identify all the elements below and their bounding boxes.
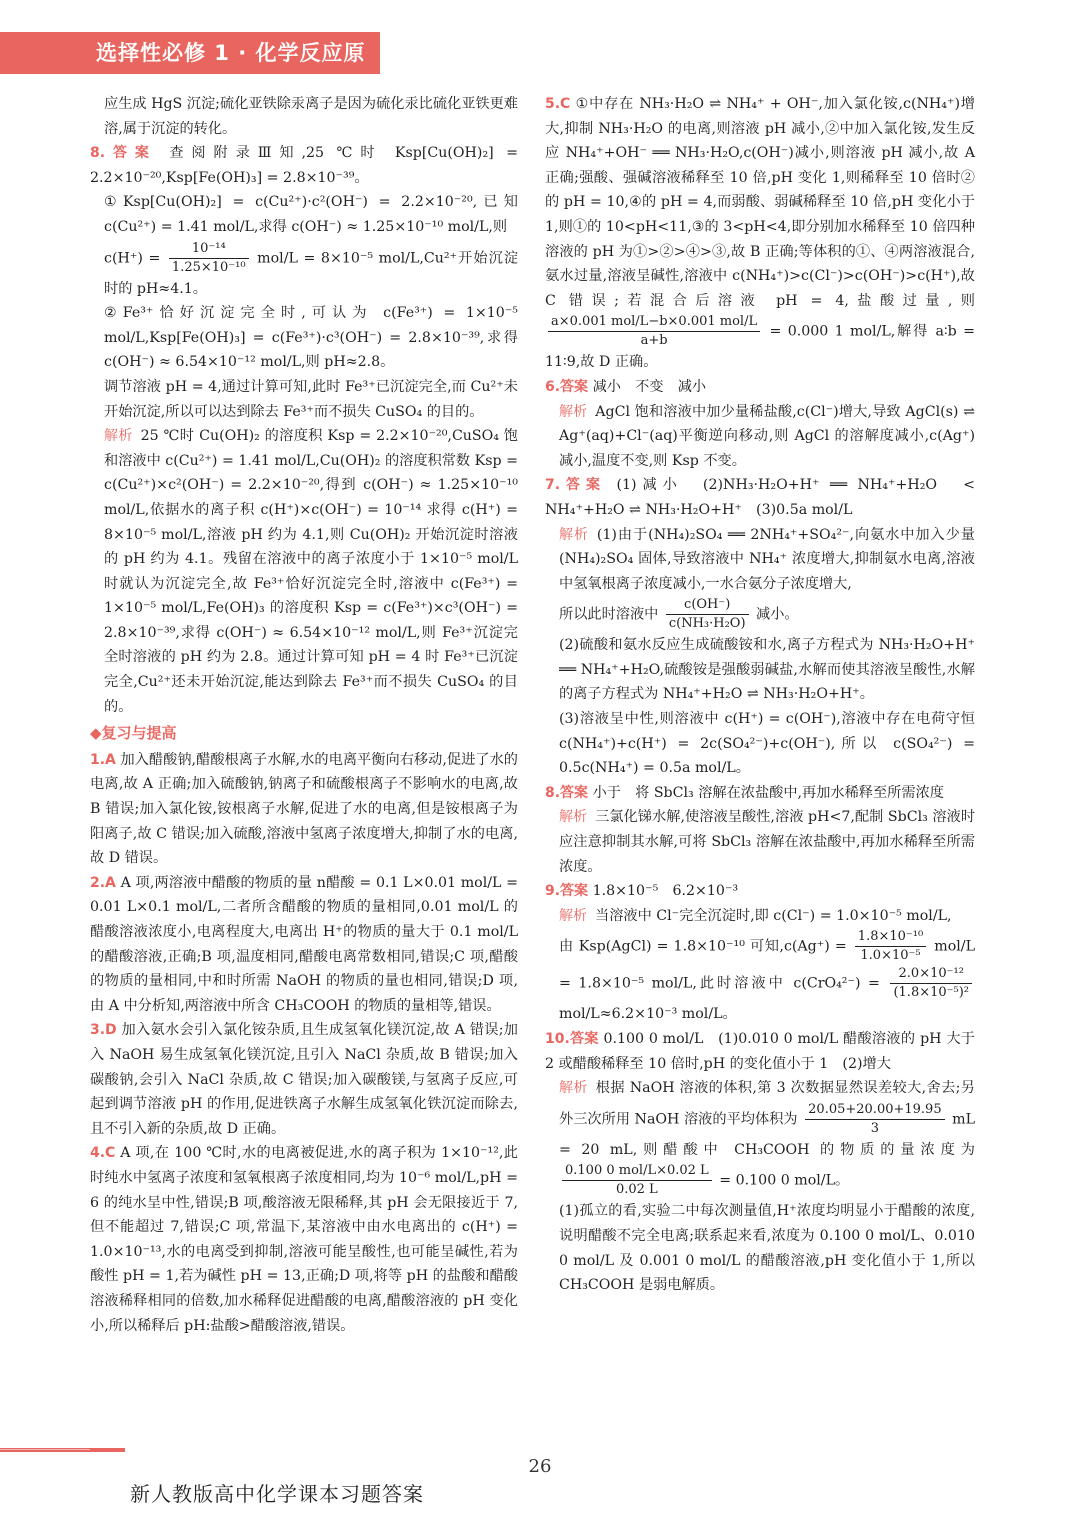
fraction-denominator: 0.02 L bbox=[615, 1182, 658, 1198]
explanation-tag: 解析 bbox=[104, 428, 133, 445]
question-1 bbox=[90, 748, 518, 871]
question-4-number: 4.C bbox=[90, 1145, 116, 1162]
chapter-banner: 选择性必修 1 · 化学反应原理 bbox=[0, 32, 380, 74]
fraction bbox=[562, 1162, 712, 1199]
question-10-ex1b: mL = 20 mL,则醋酸中 CH₃COOH 的物质的量浓度为 bbox=[559, 1111, 975, 1158]
question-10-answer: 0.100 0 mol/L (1)0.010 0 mol/L 醋酸溶液的 pH 大于 2 或醋酸稀释至 10 倍时,pH 的变化值小于 1 (2)增大 bbox=[545, 1031, 975, 1072]
question-8 bbox=[545, 781, 975, 806]
question-8-explanation-text: 三氯化锑水解,使溶液呈酸性,溶液 pH<7,配制 SbCl₃ 溶液时应注意抑制其水解,可将 SbCl₃ 溶解在浓盐酸中,再加水稀释至所需浓度。 bbox=[559, 809, 976, 875]
fraction-numerator: 2.0×10⁻¹² bbox=[890, 965, 972, 984]
fraction bbox=[666, 596, 749, 633]
question-9-explanation bbox=[545, 904, 975, 929]
fraction-denominator: (1.8×10⁻⁵)² bbox=[893, 985, 970, 1001]
explanation-tag: 解析 bbox=[559, 907, 587, 924]
explanation-tag: 解析 bbox=[559, 526, 589, 543]
fraction-denominator: c(NH₃·H₂O) bbox=[668, 616, 746, 632]
question-9-answer: 1.8×10⁻⁵ 6.2×10⁻³ bbox=[592, 883, 739, 900]
page-number: 26 bbox=[528, 1456, 552, 1477]
explanation-tag: 解析 bbox=[559, 1080, 588, 1097]
explanation-tag: 解析 bbox=[559, 809, 588, 826]
question-3-number: 3.D bbox=[90, 1022, 117, 1039]
question-1-text: 加入醋酸钠,醋酸根离子水解,水的电离平衡向右移动,促进了水的电离,故 A 正确;加入硫酸钠,钠离子和硫酸根离子不影响水的电离,故 B 错误;加入氯化铵,铵根离子水解,促进了水的电离,但是铵根离子为阳离子,故 C 错误;加入硫酸,溶液中氢离子浓度增大,抑制了水的电离,故 D 错误。 bbox=[90, 751, 518, 867]
question-8-explanation bbox=[545, 805, 975, 879]
question-7-ex1b bbox=[545, 596, 975, 633]
question-9-ex2c: mol/L≈6.2×10⁻³ mol/L。 bbox=[559, 1006, 737, 1023]
section-heading: ◆复习与提高 bbox=[90, 724, 177, 743]
question-1-number: 1.A bbox=[90, 751, 116, 768]
fraction-denominator: 1.25×10⁻¹⁰ bbox=[171, 259, 246, 275]
question-7-answer: (1)减小 (2)NH₃·H₂O+H⁺ ══ NH₄⁺+H₂O < NH₄⁺+H₂O ⇌ NH₃·H₂O+H⁺ (3)0.5a mol/L bbox=[545, 477, 990, 518]
question-8-number: 8.答案 bbox=[545, 784, 589, 801]
fraction bbox=[890, 965, 972, 1002]
right-column bbox=[545, 92, 990, 1298]
book-title: 新人教版高中化学课本习题答案 bbox=[130, 1482, 424, 1506]
question-6-answer: 减小 不变 减小 bbox=[592, 378, 707, 395]
question-9-ex2 bbox=[545, 928, 975, 1027]
question-7-explanation bbox=[545, 523, 975, 597]
fraction-numerator: c(OH⁻) bbox=[666, 596, 749, 615]
question-5-text1: ①中存在 NH₃·H₂O ⇌ NH₄⁺ + OH⁻,加入氯化铵,c(NH₄⁺)增大,抑制 NH₃·H₂O 的电离,则溶液 pH 减小,②中加入氯化铵,发生反应 NH₄⁺+OH⁻ ══ NH₃·H₂O,c(OH⁻)减小,则溶液 pH 减小,故 A 正确;强酸、强碱溶液稀释至 10 倍,pH 变化 1,则稀释至 10 倍时②的 pH = 10,④的 pH = 4,而弱酸、弱碱稀释至 10 倍,pH 变化小于 1,则①的 10<pH<11,③的 3<pH<4,即分别加水稀释至 10 倍四种溶液的 pH 为①>②>④>③,故 B 正确;等体积的①、④两溶液混合,氨水过量,溶液呈碱性,溶液中 c(NH₄⁺)>c(Cl⁻)>c(OH⁻)>c(H⁺),故 C 错误;若混合后溶液 pH = 4,盐酸过量,则 bbox=[545, 96, 975, 309]
question-9-ex1: 当溶液中 Cl⁻完全沉淀时,即 c(Cl⁻) = 1.0×10⁻⁵ mol/L, bbox=[595, 907, 952, 924]
fraction-numerator: a×0.001 mol/L−b×0.001 mol/L bbox=[548, 313, 760, 332]
fraction-numerator: 10⁻¹⁴ bbox=[169, 240, 249, 259]
answer-8-line2: ①Ksp[Cu(OH)₂] = c(Cu²⁺)·c²(OH⁻) = 2.2×10⁻²⁰,已知 c(Cu²⁺) = 1.41 mol/L,求得 c(OH⁻) ≈ 1.25×10⁻¹⁰ mol/L,则 bbox=[104, 194, 518, 235]
answer-8-number: 8.答案 bbox=[90, 145, 157, 162]
answer-8-line5: 调节溶液 pH = 4,通过计算可知,此时 Fe³⁺已沉淀完全,而 Cu²⁺未开始沉淀,所以可以达到除去 Fe³⁺而不损失 CuSO₄ 的目的。 bbox=[104, 378, 518, 420]
footer-rule bbox=[0, 1449, 90, 1450]
fraction-denominator: 1.0×10⁻⁵ bbox=[860, 948, 921, 964]
question-5-number: 5.C bbox=[545, 96, 571, 112]
fraction-denominator: a+b bbox=[640, 333, 668, 349]
question-10-number: 10.答案 bbox=[545, 1031, 599, 1047]
left-column bbox=[90, 92, 518, 1338]
explanation-tag: 解析 bbox=[559, 403, 588, 420]
question-6 bbox=[545, 375, 975, 400]
question-3-text: 加入氨水会引入氯化铵杂质,且生成氢氧化镁沉淀,故 A 错误;加入 NaOH 易生成氢氧化镁沉淀,且引入 NaCl 杂质,故 B 错误;加入碳酸钠,会引入 NaCl 杂质,故 C 错误;加入碳酸镁,与氢离子反应,可起到调节溶液 pH 的作用,促进铁离子水解生成氢氧化铁沉淀而除去,且不引入新的杂质,故 D 正确。 bbox=[90, 1022, 518, 1137]
answer-8-line3 bbox=[90, 240, 518, 302]
fraction-denominator: 3 bbox=[870, 1120, 880, 1136]
question-10-ex2: (1)孤立的看,实验二中每次测量值,H⁺浓度均明显小于醋酸的浓度,说明醋酸不完全电离;联系起来看,浓度为 0.100 0 mol/L、0.010 0 mol/L 及 0.001 0 mol/L 的醋酸溶液,pH 变化值小于 1,所以 CH₃COOH 是弱电解质。 bbox=[559, 1203, 975, 1294]
answer-8-explanation-text: 25 ℃时 Cu(OH)₂ 的溶度积 Ksp = 2.2×10⁻²⁰,CuSO₄ 饱和溶液中 c(Cu²⁺) = 1.41 mol/L,Cu(OH)₂ 的溶度积常数 Ksp = c(Cu²⁺)×c²(OH⁻) = 2.2×10⁻²⁰,得到 c(OH⁻) ≈ 1.25×10⁻¹⁰ mol/L,依据水的离子积 c(H⁺)×c(OH⁻) = 10⁻¹⁴ 求得 c(H⁺) = 8×10⁻⁵ mol/L,溶液 pH 约为 4.1,则 Cu(OH)₂ 开始沉淀时溶液的 pH 约为 4.1。残留在溶液中的离子浓度小于 1×10⁻⁵ mol/L 时就认为沉淀完全,故 Fe³⁺恰好沉淀完全时,溶液中 c(Fe³⁺) = 1×10⁻⁵ mol/L,Fe(OH)₃ 的溶度积 Ksp = c(Fe³⁺)×c³(OH⁻) = 2.8×10⁻³⁹,求得 c(OH⁻) ≈ 6.54×10⁻¹² mol/L,则 Fe³⁺沉淀完全时溶液的 pH 约为 2.8。通过计算可知 pH = 4 时 Fe³⁺已沉淀完全,Cu²⁺还未开始沉淀,能达到除去 Fe³⁺而不损失 CuSO₄ 的目的。 bbox=[104, 428, 518, 715]
question-10 bbox=[545, 1027, 975, 1076]
question-7-ex2: (2)硫酸和氨水反应生成硫酸铵和水,离子方程式为 NH₃·H₂O+H⁺ ══ NH₄⁺+H₂O,硫酸铵是强酸弱碱盐,水解而使其溶液呈酸性,水解的离子方程式为 NH₄⁺+H₂O ⇌ NH₃·H₂O+H⁺。 bbox=[559, 637, 975, 703]
question-7-ex3: (3)溶液呈中性,则溶液中 c(H⁺) = c(OH⁻),溶液中存在电荷守恒 c(NH₄⁺)+c(H⁺) = 2c(SO₄²⁻)+c(OH⁻),所以 c(SO₄²⁻) = 0.5c(NH₄⁺) = 0.5a mol/L。 bbox=[559, 711, 975, 777]
fraction-numerator: 20.05+20.00+19.95 bbox=[805, 1101, 944, 1120]
question-10-ex1: 根据 NaOH 溶液的体积,第 3 次数据显然误差较大,舍去;另外三次所用 NaOH 溶液的平均体积为 bbox=[559, 1080, 975, 1128]
question-9 bbox=[545, 879, 975, 904]
question-5 bbox=[545, 92, 975, 375]
question-2 bbox=[90, 871, 518, 1019]
question-7-ex1b-text: 所以此时溶液中 bbox=[559, 606, 659, 623]
continued-text: 应生成 HgS 沉淀;硫化亚铁除汞离子是因为硫化汞比硫化亚铁更难溶,属于沉淀的转化。 bbox=[104, 96, 518, 137]
fraction bbox=[855, 928, 926, 965]
question-6-explanation-text: AgCl 饱和溶液中加少量稀盐酸,c(Cl⁻)增大,导致 AgCl(s) ⇌ Ag⁺(aq)+Cl⁻(aq)平衡逆向移动,则 AgCl 的溶解度减小,c(Ag⁺)减小,温度不变,则 Ksp 不变。 bbox=[559, 403, 975, 469]
question-7-ex1c: 减小。 bbox=[756, 606, 799, 623]
answer-8-line1: 查阅附录Ⅲ知,25 ℃时 Ksp[Cu(OH)₂] = 2.2×10⁻²⁰,Ksp[Fe(OH)₃] = 2.8×10⁻³⁹。 bbox=[90, 145, 519, 186]
fraction bbox=[169, 240, 249, 277]
question-6-number: 6.答案 bbox=[545, 378, 589, 395]
answer-8 bbox=[90, 141, 518, 190]
fraction-numerator: 0.100 0 mol/L×0.02 L bbox=[562, 1162, 712, 1181]
question-6-explanation bbox=[545, 400, 975, 474]
question-2-text: A 项,两溶液中醋酸的物质的量 n醋酸 = 0.1 L×0.01 mol/L = 0.01 L×0.1 mol/L,二者所含醋酸的物质的量相同,0.01 mol/L 的醋酸溶液浓度小,电离程度大,电离出 H⁺的物质的量大于 0.1 mol/L 的醋酸溶液,正确;B 项,温度相同,醋酸电离常数相同,错误;C 项,醋酸的物质的量相同,中和时所需 NaOH 的物质的量也相同,错误;D 项,由 A 中分析知,两溶液中所含 CH₃COOH 的物质的量相等,错误。 bbox=[90, 874, 519, 1014]
question-10-explanation bbox=[545, 1076, 975, 1199]
question-10-ex1c: = 0.100 0 mol/L。 bbox=[719, 1172, 850, 1189]
answer-8-explanation bbox=[90, 424, 518, 719]
answer-8-line3b: mol/L = 8×10⁻⁵ mol/L,Cu²⁺开始沉淀时的 pH≈4.1。 bbox=[104, 250, 519, 297]
question-4-text: A 项,在 100 ℃时,水的电离被促进,水的离子积为 1×10⁻¹²,此时纯水中氢离子浓度和氢氧根离子浓度相同,均为 10⁻⁶ mol/L,pH = 6 的纯水呈中性,错误;B 项,酸溶液无限稀释,其 pH 会无限接近于 7,但不能超过 7,错误;C 项,常温下,某溶液中由水电离出的 c(H⁺) = 1.0×10⁻¹³,水的电离受到抑制,溶液可能呈酸性,也可能呈碱性,若为酸性 pH = 1,若为碱性 pH = 13,正确;D 项,将等 pH 的盐酸和醋酸溶液稀释相同的倍数,加水稀释促进醋酸的电离,醋酸溶液的 pH 变化小,所以稀释后 pH:盐酸>醋酸溶液,错误。 bbox=[90, 1145, 518, 1334]
fraction bbox=[548, 313, 760, 350]
fraction bbox=[805, 1101, 944, 1138]
question-7-ex1: (1)由于(NH₄)₂SO₄ ══ 2NH₄⁺+SO₄²⁻,向氨水中加入少量(NH₄)₂SO₄ 固体,导致溶液中 NH₄⁺ 浓度增大,抑制氨水电离,溶液中氢氧根离子浓度减小,一水合氨分子浓度增大, bbox=[559, 526, 975, 592]
fraction-numerator: 1.8×10⁻¹⁰ bbox=[855, 928, 926, 947]
question-9-ex2b: mol/L = 1.8×10⁻⁵ mol/L,此时溶液中 c(CrO₄²⁻) = bbox=[559, 938, 975, 992]
question-5-text2: = 0.000 1 mol/L,解得 a∶b = 11∶9,故 D 正确。 bbox=[545, 323, 975, 371]
question-3 bbox=[90, 1018, 518, 1141]
answer-8-line4: ②Fe³⁺恰好沉淀完全时,可认为 c(Fe³⁺) = 1×10⁻⁵ mol/L,Ksp[Fe(OH)₃] = c(Fe³⁺)·c³(OH⁻) = 2.8×10⁻³⁹,求得 c(OH⁻) ≈ 6.54×10⁻¹² mol/L,则 pH≈2.8。 bbox=[104, 305, 518, 371]
question-7-number: 7.答案 bbox=[545, 477, 606, 494]
question-8-answer: 小于 将 SbCl₃ 溶解在浓盐酸中,再加水稀释至所需浓度 bbox=[592, 784, 944, 801]
question-9-number: 9.答案 bbox=[545, 883, 589, 900]
answer-8-line3a: c(H⁺) = bbox=[104, 250, 161, 267]
question-2-number: 2.A bbox=[90, 874, 116, 891]
question-4 bbox=[90, 1141, 518, 1338]
question-9-ex2a: 由 Ksp(AgCl) = 1.8×10⁻¹⁰ 可知,c(Ag⁺) = bbox=[559, 938, 847, 955]
question-7 bbox=[545, 473, 990, 522]
